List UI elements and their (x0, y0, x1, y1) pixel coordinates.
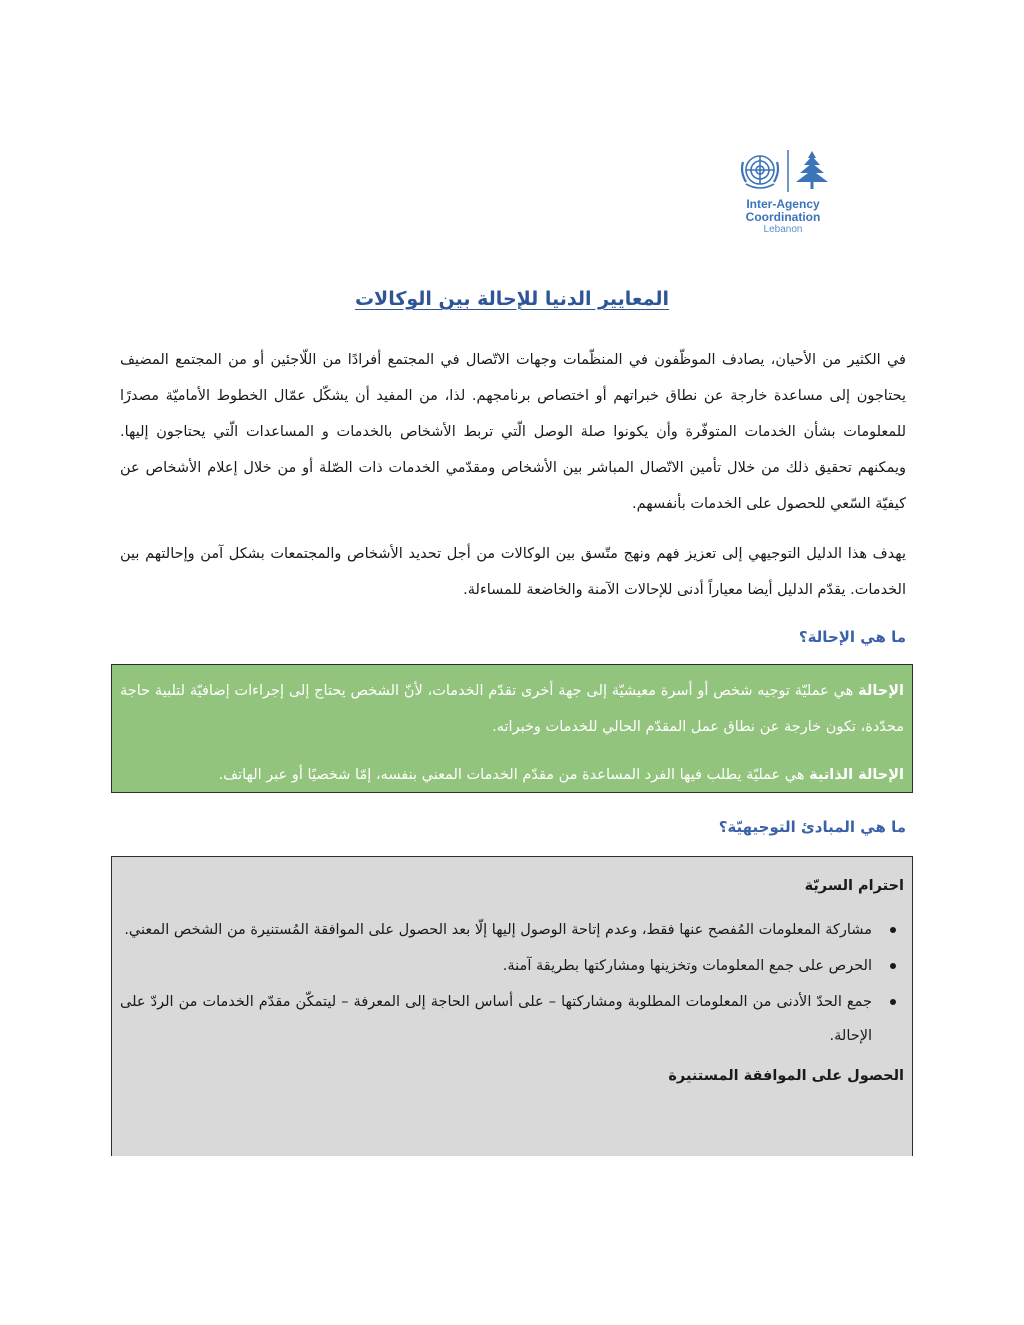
logo-text (732, 198, 834, 236)
list-item: جمع الحدّ الأدنى من المعلومات المطلوبة ومشاركتها – على أساس الحاجة إلى المعرفة – ليتمكّن مقدّم الخدمات من الردّ على الإحالة. (120, 985, 904, 1053)
principles-box (111, 856, 913, 1156)
question-principles: ما هي المبادئ التوجيهيّة؟ (718, 818, 906, 836)
question-referral: ما هي الإحالة؟ (798, 628, 906, 646)
list-item: مشاركة المعلومات المُفصح عنها فقط، وعدم إتاحة الوصول إليها إلّا بعد الحصول على الموافقة المُستنيرة من الشخص المعني. (120, 913, 904, 947)
bullet-icon (890, 927, 896, 933)
logo-line-2: Coordination (745, 210, 821, 224)
section-informed-consent: الحصول على الموافقة المستنيرة (668, 1068, 904, 1084)
section-confidentiality: احترام السريّة (804, 878, 904, 894)
cedar-icon (796, 151, 828, 189)
bullet-icon (890, 999, 896, 1005)
list-item: الحرص على جمع المعلومات وتخزينها ومشاركتها بطريقة آمنة. (120, 949, 904, 983)
logo (732, 148, 834, 240)
page-title: المعايير الدنيا للإحالة بين الوكالات (354, 288, 670, 310)
purpose-paragraph: يهدف هذا الدليل التوجيهي إلى تعزيز فهم ونهج متّسق بين الوكالات من أجل تحديد الأشخاص والمجتمعات بشكل آمن وإحالتهم بين الخدمات. يقدّم الدليل أيضا معياراً أدنى للإحالات الآمنة والخاضعة للمساءلة. (120, 546, 906, 598)
text-self-referral: هي عمليّة يطلب فيها الفرد المساعدة من مقدّم الخدمات المعني بنفسه، إمّا شخصيًا أو عبر الهاتف. (218, 767, 810, 783)
term-referral: الإحالة (858, 683, 904, 699)
confidentiality-list (120, 913, 904, 1053)
text-referral: هي عمليّة توجيه شخص أو أسرة معيشيّة إلى جهة أخرى تقدّم الخدمات، لأنّ الشخص يحتاج إلى إجراءات إضافيّة لتلبية حاجة محدّدة، تكون خارجة عن نطاق عمل المقدّم الحالي للخدمات وخبراته. (120, 683, 904, 735)
logo-emblems (738, 148, 834, 194)
definition-box (111, 664, 913, 793)
logo-line-1: Inter-Agency (746, 197, 820, 211)
definition-self-referral (120, 757, 904, 793)
un-emblem-icon (738, 148, 834, 194)
bullet-icon (890, 963, 896, 969)
logo-line-3: Lebanon (763, 224, 803, 235)
definition-referral (120, 673, 904, 745)
term-self-referral: الإحالة الذاتية (809, 767, 904, 783)
intro-paragraph: في الكثير من الأحيان، يصادف الموظّفون في المنظّمات وجهات الاتّصال في المجتمع أفرادًا من اللّاجئين أو من المجتمع المضيف يحتاجون إلى مساعدة خارجة عن نطاق خبراتهم أو اختصاص برنامجهم. لذا، من المفيد أن يشكّل عمّال الخطوط الأماميّة مصدرًا للمعلومات بشأن الخدمات المتوفّرة وأن يكونوا صلة الوصل الّتي تربط الأشخاص بالخدمات و المساعدات الّتي يحتاجون إليها. ويمكنهم تحقيق ذلك من خلال تأمين الاتّصال المباشر بين الأشخاص ومقدّمي الخدمات ذات الصّلة أو من خلال إعلام الأشخاص عن كيفيّة السّعي للحصول على الخدمات بأنفسهم. (120, 352, 906, 512)
